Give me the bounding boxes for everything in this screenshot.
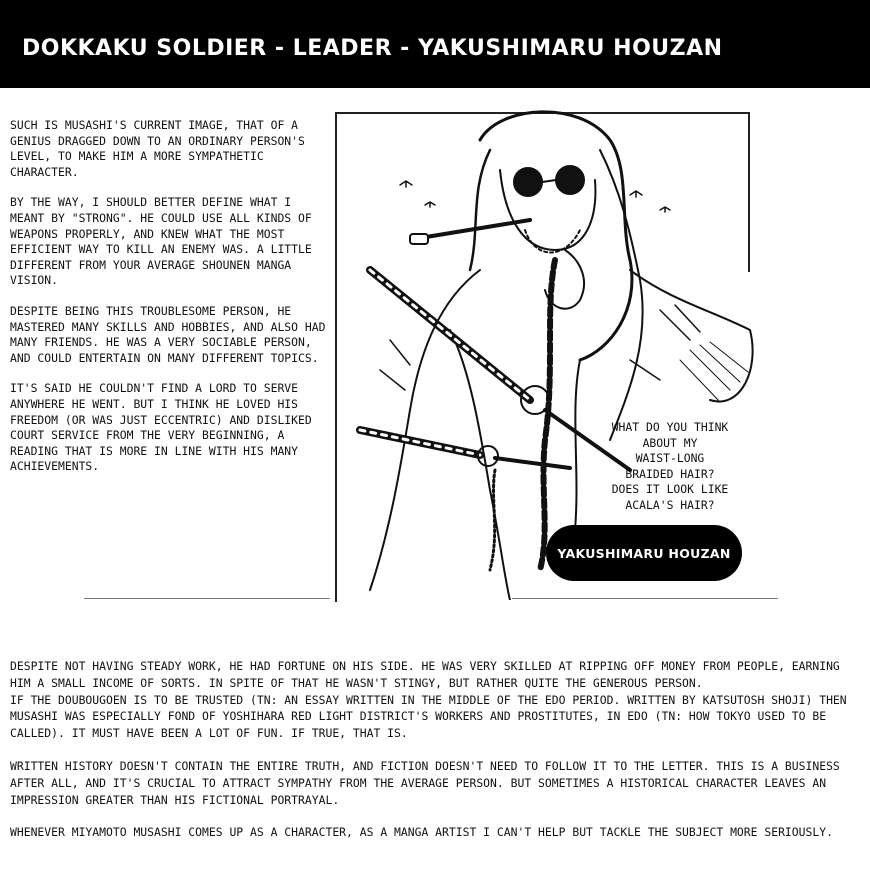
- speech-line: BRAIDED HAIR?: [625, 466, 715, 481]
- left-paragraph: BY THE WAY, I SHOULD BETTER DEFINE WHAT I MEANT BY "STRONG". HE COULD USE ALL KINDS OF WEAPONS PROPERLY, AND KNEW WHAT THE MOST EFFICIENT WAY TO KILL AN ENEMY WAS. A LITTLE DIFFERENT FROM YOUR AVERAGE SHOUNEN MANGA VISION.: [10, 195, 312, 288]
- bottom-paragraph: WHENEVER MIYAMOTO MUSASHI COMES UP AS A CHARACTER, AS A MANGA ARTIST I CAN'T HELP BUT TACKLE THE SUBJECT MORE SERIOUSLY.: [10, 825, 833, 840]
- speech-line: ACALA'S HAIR?: [625, 497, 715, 512]
- left-paragraph: IT'S SAID HE COULDN'T FIND A LORD TO SERVE ANYWHERE HE WENT. BUT I THINK HE LOVED HIS FREEDOM (OR WAS JUST ECCENTRIC) AND DISLIKED COURT SERVICE FROM THE VERY BEGINNING, A READING THAT IS MORE IN LINE WITH HIS MANY ACHIEVEMENTS.: [10, 381, 312, 474]
- left-paragraph: SUCH IS MUSASHI'S CURRENT IMAGE, THAT OF A GENIUS DRAGGED DOWN TO AN ORDINARY PERSON'S LEVEL, TO MAKE HIM A MORE SYMPATHETIC CHARACTER.: [10, 118, 305, 179]
- speech-text: [585, 420, 755, 513]
- bottom-text-block: [10, 658, 866, 857]
- bottom-paragraph: WRITTEN HISTORY DOESN'T CONTAIN THE ENTIRE TRUTH, AND FICTION DOESN'T NEED TO FOLLOW IT TO THE LETTER. THIS IS A BUSINESS AFTER ALL, AND IT'S CRUCIAL TO ATTRACT SYMPATHY FROM THE AVERAGE PERSON. BUT SOMETIMES A HISTORICAL CHARACTER LEAVES AN IMPRESSION GREATER THAN HIS FICTIONAL PORTRAYAL.: [10, 758, 840, 807]
- divider-left: [84, 598, 330, 599]
- header-bar: [0, 0, 870, 88]
- character-name-label: YAKUSHIMARU HOUZAN: [546, 525, 742, 581]
- speech-line: WAIST-LONG: [635, 451, 705, 465]
- speech-line: ABOUT MY: [642, 435, 698, 450]
- page-title: DOKKAKU SOLDIER - LEADER - YAKUSHIMARU HOUZAN: [22, 36, 723, 61]
- divider-right: [512, 598, 778, 599]
- left-text-column: [10, 118, 328, 490]
- speech-line: DOES IT LOOK LIKE: [611, 482, 729, 496]
- speech-line: WHAT DO YOU THINK: [611, 420, 729, 434]
- left-paragraph: DESPITE BEING THIS TROUBLESOME PERSON, HE MASTERED MANY SKILLS AND HOBBIES, AND ALSO HAD MANY FRIENDS. HE WAS A VERY SOCIABLE PERSON, AND COULD ENTERTAIN ON MANY DIFFERENT TOPICS.: [10, 303, 326, 365]
- bottom-paragraph: DESPITE NOT HAVING STEADY WORK, HE HAD FORTUNE ON HIS SIDE. HE WAS VERY SKILLED AT RIPPING OFF MONEY FROM PEOPLE, EARNING HIM A SMALL INCOME OF SORTS. IN SPITE OF THAT HE WASN'T STINGY, BUT RATHER QUITE THE GENEROUS PERSON. IF THE DOUBOUGOEN IS TO BE TRUSTED (TN: AN ESSAY WRITTEN IN THE MIDDLE OF THE EDO PERIOD. WRITTEN BY KATSUTOSH SHOJI) THEN MUSASHI WAS ESPECIALLY FOND OF YOSHIHARA RED LIGHT DISTRICT'S WORKERS AND PROSTITUTES, IN EDO (TN: HOW TOKYO USED TO BE CALLED). IT MUST HAVE BEEN A LOT OF FUN. IF TRUE, THAT IS.: [10, 659, 847, 741]
